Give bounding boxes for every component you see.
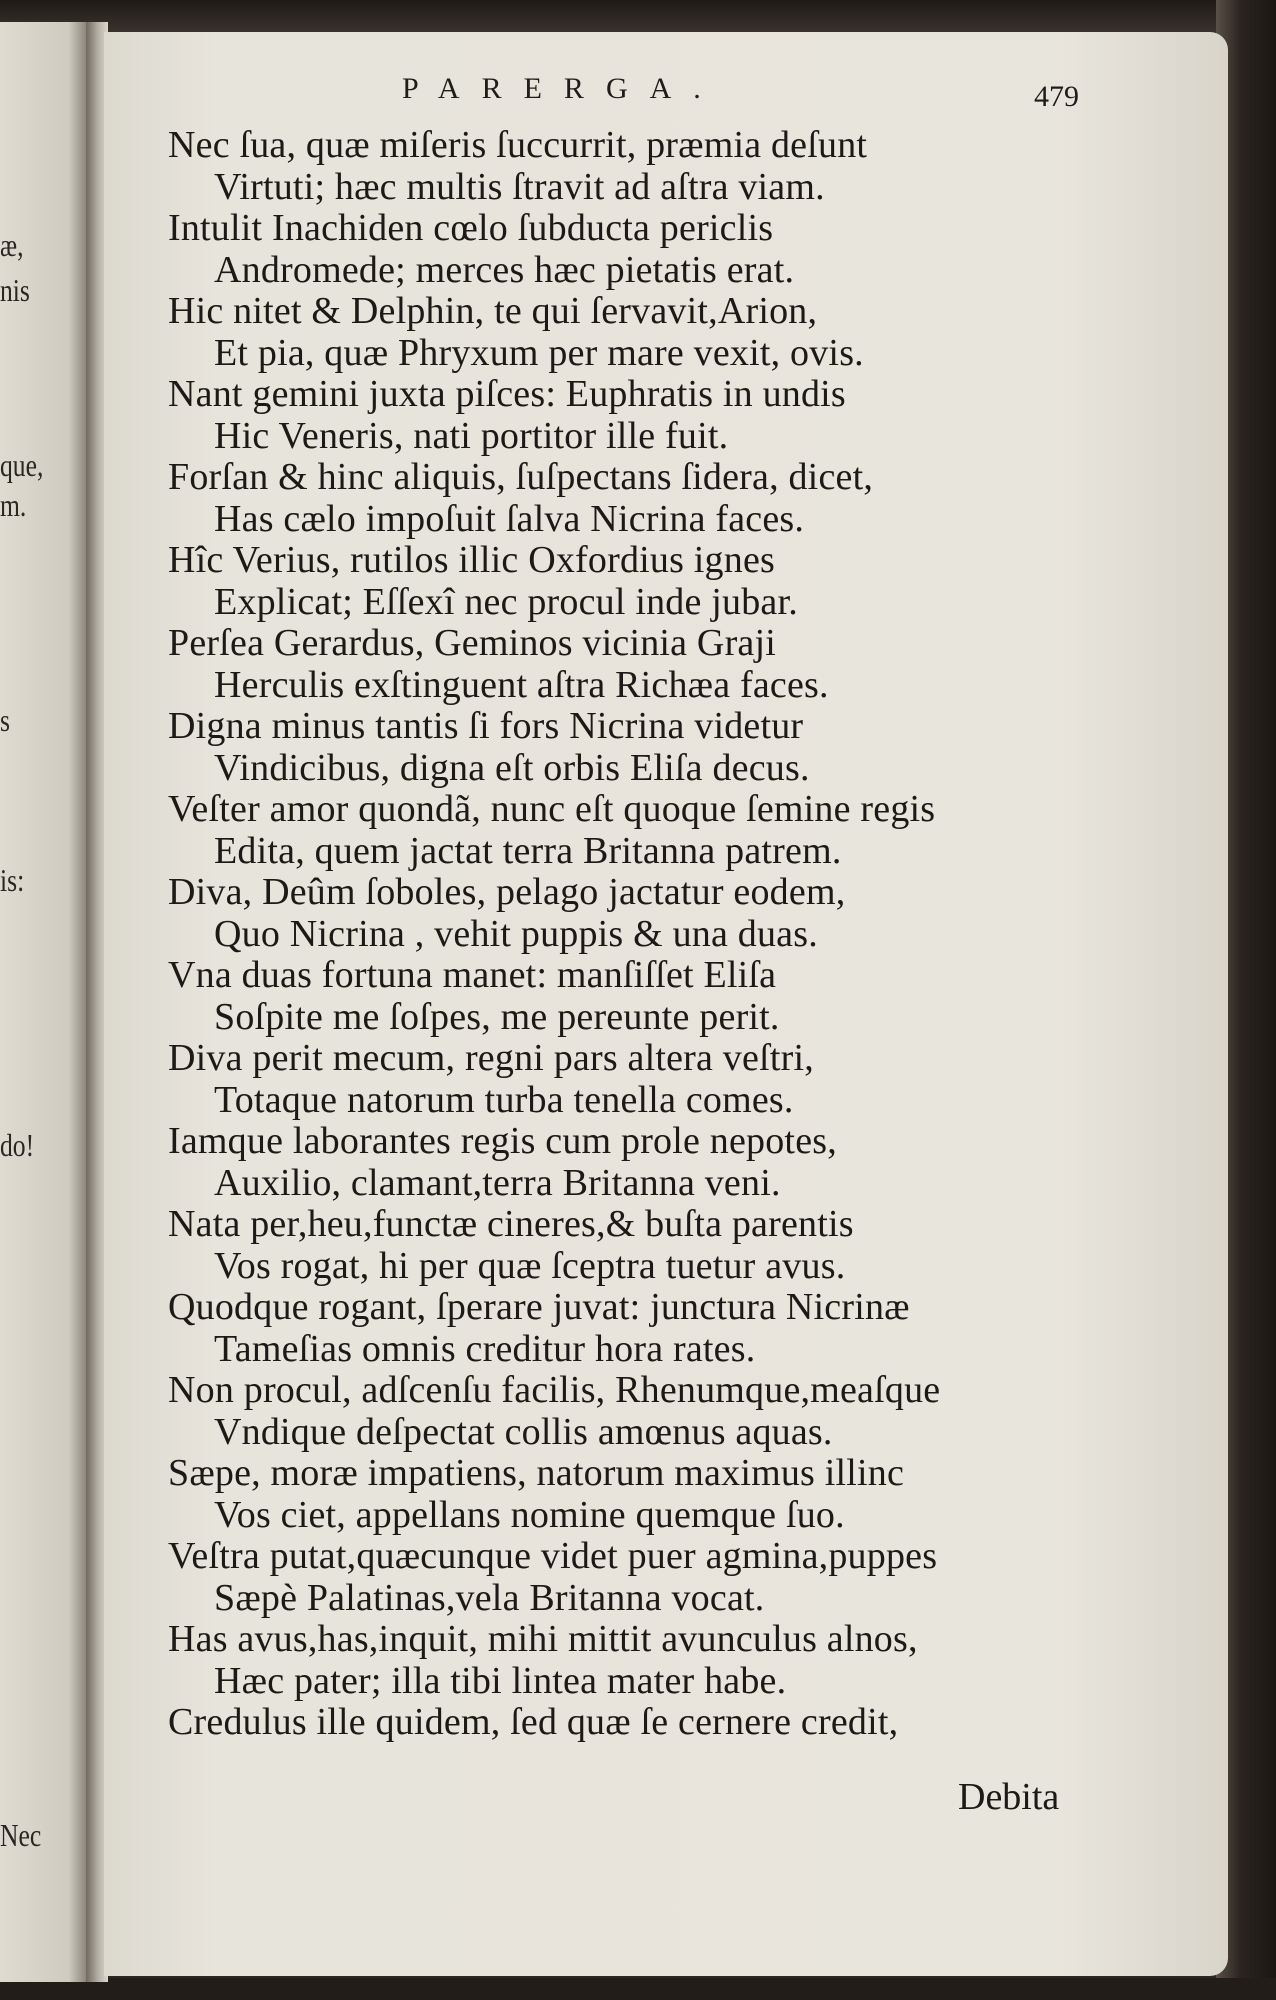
verse-line-pentameter: Vos ciet, appellans nomine quemque ſuo. bbox=[214, 1493, 845, 1536]
verse-line-hexameter: Diva, Deûm ſoboles, pelago jactatur eodem, bbox=[168, 871, 846, 913]
verse-line-hexameter: Quodque rogant, ſperare juvat: junctura Nicrinæ bbox=[168, 1286, 910, 1328]
verse-line-hexameter: Veſter amor quondã, nunc eſt quoque ſemine regis bbox=[168, 788, 936, 830]
verse-line-hexameter: Nant gemini juxta piſces: Euphratis in undis bbox=[168, 373, 846, 415]
verse-line-pentameter: Vos rogat, hi per quæ ſceptra tuetur avus. bbox=[214, 1244, 846, 1287]
verse-line-pentameter: Hæc pater; illa tibi lintea mater habe. bbox=[214, 1659, 787, 1702]
verse-line-pentameter: Quo Nicrina , vehit puppis & una duas. bbox=[214, 912, 818, 955]
verse-line-hexameter: Has avus,has,inquit, mihi mittit avunculus alnos, bbox=[168, 1618, 918, 1660]
verse-line-hexameter: Hîc Verius, rutilos illic Oxfordius ignes bbox=[168, 539, 775, 581]
verse-line-pentameter: Andromede; merces hæc pietatis erat. bbox=[214, 248, 795, 291]
verse-line-hexameter: Nec ſua, quæ miſeris ſuccurrit, præmia deſunt bbox=[168, 124, 868, 166]
verse-line-pentameter: Soſpite me ſoſpes, me pereunte perit. bbox=[214, 995, 780, 1038]
verse-line-pentameter: Hic Veneris, nati portitor ille fuit. bbox=[214, 414, 729, 457]
left-fragment: s bbox=[0, 702, 10, 738]
poem-body bbox=[168, 125, 940, 1744]
left-page-edge bbox=[0, 22, 86, 1982]
verse-line-pentameter: Edita, quem jactat terra Britanna patrem. bbox=[214, 829, 842, 872]
verse-line-hexameter: Hic nitet & Delphin, te qui ſervavit,Arion, bbox=[168, 290, 818, 332]
verse-line-hexameter: Credulus ille quidem, ſed quæ ſe cernere credit, bbox=[168, 1701, 899, 1743]
page-number: 479 bbox=[1034, 80, 1079, 113]
verse-line-pentameter: Auxilio, clamant,terra Britanna veni. bbox=[214, 1161, 781, 1204]
verse-line-pentameter: Has cælo impoſuit ſalva Nicrina faces. bbox=[214, 497, 805, 540]
book-edge-top bbox=[0, 0, 1276, 34]
verse-line-hexameter: Nata per,heu,functæ cineres,& buſta parentis bbox=[168, 1203, 854, 1245]
verse-line-pentameter: Tameſias omnis creditur hora rates. bbox=[214, 1327, 756, 1370]
verse-line-hexameter: Vna duas fortuna manet: manſiſſet Eliſa bbox=[168, 954, 777, 996]
left-fragment: do! bbox=[0, 1127, 35, 1163]
verse-line-pentameter: Totaque natorum turba tenella comes. bbox=[214, 1078, 794, 1121]
book-edge-bottom bbox=[0, 1978, 1276, 2000]
verse-line-pentameter: Virtuti; hæc multis ſtravit ad aſtra viam. bbox=[214, 165, 825, 208]
verse-line-pentameter: Herculis exſtinguent aſtra Richæa faces. bbox=[214, 663, 829, 706]
running-title: PARERGA. bbox=[402, 72, 723, 105]
verse-line-hexameter: Diva perit mecum, regni pars altera veſtri, bbox=[168, 1037, 814, 1079]
verse-line-hexameter: Sæpe, moræ impatiens, natorum maximus illinc bbox=[168, 1452, 905, 1494]
verse-line-hexameter: Forſan & hinc aliquis, ſuſpectans ſidera, dicet, bbox=[168, 456, 874, 498]
verse-line-hexameter: Digna minus tantis ſi fors Nicrina videtur bbox=[168, 705, 804, 747]
left-fragment: m. bbox=[0, 487, 27, 523]
verse-line-hexameter: Iamque laborantes regis cum prole nepotes, bbox=[168, 1120, 837, 1162]
verse-line-hexameter: Veſtra putat,quæcunque videt puer agmina,puppes bbox=[168, 1535, 938, 1577]
left-fragment: is: bbox=[0, 862, 25, 898]
verse-line-pentameter: Explicat; Eſſexî nec procul inde jubar. bbox=[214, 580, 798, 623]
left-fragment: que, bbox=[0, 447, 44, 483]
verse-line-pentameter: Vndique deſpectat collis amœnus aquas. bbox=[214, 1410, 833, 1453]
catchword: Debita bbox=[958, 1776, 1060, 1818]
left-fragment: æ, bbox=[0, 227, 24, 263]
verse-line-pentameter: Et pia, quæ Phryxum per mare vexit, ovis. bbox=[214, 331, 864, 374]
verse-line-hexameter: Non procul, adſcenſu facilis, Rhenumque,meaſque bbox=[168, 1369, 941, 1411]
verse-line-pentameter: Vindicibus, digna eſt orbis Eliſa decus. bbox=[214, 746, 810, 789]
verse-line-pentameter: Sæpè Palatinas,vela Britanna vocat. bbox=[214, 1576, 765, 1619]
verse-line-hexameter: Intulit Inachiden cœlo ſubducta periclis bbox=[168, 207, 774, 249]
left-fragment: nis bbox=[0, 272, 30, 308]
verse-line-hexameter: Perſea Gerardus, Geminos vicinia Graji bbox=[168, 622, 777, 664]
left-fragment: Nec bbox=[0, 1817, 42, 1853]
